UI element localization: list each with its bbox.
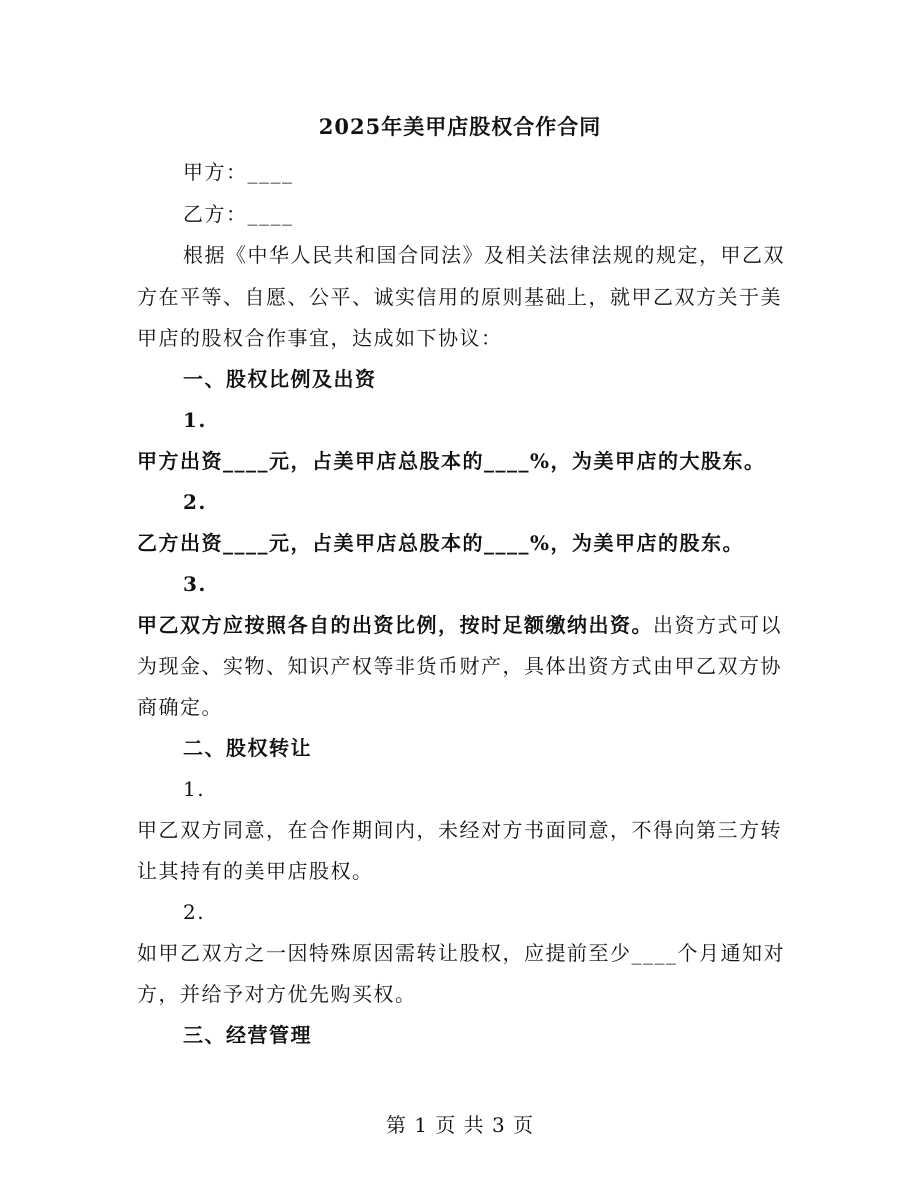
- section-2-item-2-number: 2.: [183, 900, 206, 924]
- section-1-item-3-number: 3.: [183, 572, 207, 596]
- section-2-heading: 二、股权转让: [183, 736, 312, 760]
- section-1-item-2-number: 2.: [183, 490, 207, 514]
- section-1-item-3-line-3: 商确定。: [137, 695, 223, 719]
- document-title: 2025年美甲店股权合作合同: [318, 114, 602, 139]
- section-1-item-3-line-1: [137, 610, 782, 640]
- party-b-line: 乙方：____: [183, 202, 294, 226]
- preamble-line-3: 甲店的股权合作事宜，达成如下协议：: [137, 326, 503, 350]
- section-1-heading: 一、股权比例及出资: [183, 367, 377, 391]
- section-2-item-1-number: 1.: [183, 777, 206, 801]
- section-1-item-3-bold-text: 甲乙双方应按照各自的出资比例，按时足额缴纳出资。: [137, 613, 653, 637]
- section-1-item-2-text: 乙方出资____元，占美甲店总股本的____%，为美甲店的股东。: [137, 531, 745, 555]
- preamble-line-1: 根据《中华人民共和国合同法》及相关法律法规的规定，甲乙双: [183, 243, 785, 267]
- section-1-item-1-text: 甲方出资____元，占美甲店总股本的____%，为美甲店的大股东。: [137, 449, 766, 473]
- page-number-footer: 第 1 页 共 3 页: [385, 1113, 535, 1137]
- section-1-item-3-line-2: 为现金、实物、知识产权等非货币财产，具体出资方式由甲乙双方协: [137, 654, 782, 678]
- section-2-item-2-line-2: 方，并给予对方优先购买权。: [137, 982, 417, 1006]
- section-2-item-1-line-2: 让其持有的美甲店股权。: [137, 859, 374, 883]
- section-2-item-1-line-1: 甲乙双方同意，在合作期间内，未经对方书面同意，不得向第三方转: [137, 818, 782, 842]
- party-a-line: 甲方：____: [183, 160, 294, 184]
- section-3-heading: 三、经营管理: [183, 1023, 312, 1047]
- section-2-item-2-line-1: 如甲乙双方之一因特殊原因需转让股权，应提前至少____个月通知对: [137, 941, 785, 965]
- section-1-item-1-number: 1.: [183, 408, 207, 432]
- section-1-item-3-rest-text: 出资方式可以: [653, 613, 782, 637]
- preamble-line-2: 方在平等、自愿、公平、诚实信用的原则基础上，就甲乙双方关于美: [137, 285, 782, 309]
